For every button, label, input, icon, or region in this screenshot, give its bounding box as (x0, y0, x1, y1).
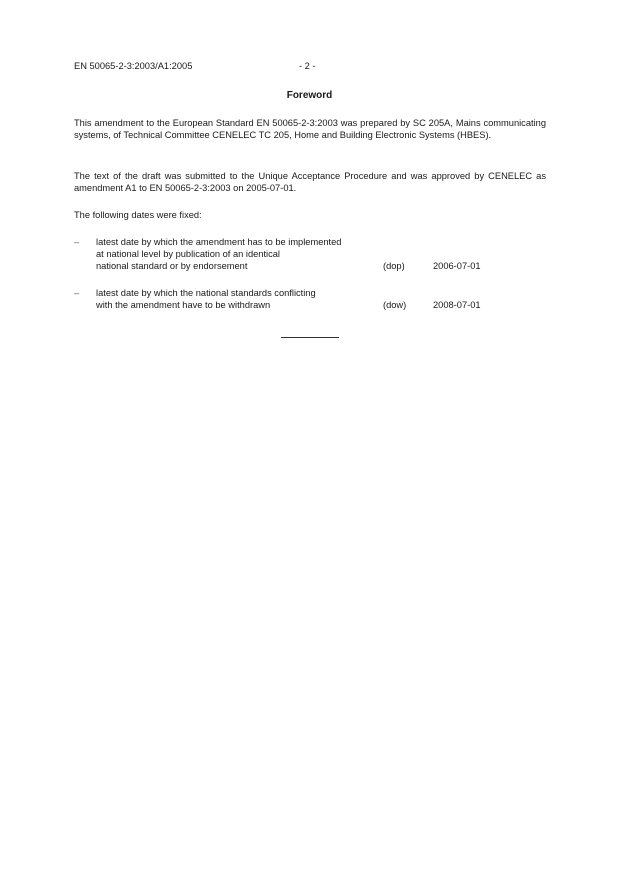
date-item-dow (74, 288, 546, 312)
date-item-description (96, 288, 386, 312)
dash-bullet-icon: – (74, 237, 80, 247)
description-line: with the amendment have to be withdrawn (96, 299, 271, 310)
paragraph-preparation: This amendment to the European Standard EN 50065-2-3:2003 was prepared by SC 205A, Mains communicating systems, of Technical Committee CENELEC TC 205, Home and Building Electronic Systems (HBES). (74, 118, 546, 140)
end-rule-divider (281, 337, 339, 338)
date-item-dop (74, 237, 546, 273)
date-value: 2006-07-01 (433, 260, 481, 271)
description-line: latest date by which the amendment has to be implemented (96, 237, 342, 247)
description-line: at national level by publication of an identical (96, 248, 280, 259)
document-id: EN 50065-2-3:2003/A1:2005 (74, 61, 193, 71)
paragraph-approval: The text of the draft was submitted to the Unique Acceptance Procedure and was approved by CENELEC as amendment A1 to EN 50065-2-3:2003 on 2005-07-01. (74, 171, 546, 193)
date-code: (dop) (383, 260, 405, 271)
date-value: 2008-07-01 (433, 299, 481, 310)
section-title: Foreword (286, 90, 333, 101)
page-number: - 2 - (299, 61, 316, 71)
description-line: national standard or by endorsement (96, 260, 248, 271)
dash-bullet-icon: – (74, 288, 80, 298)
paragraph-dates-intro: The following dates were fixed: (74, 210, 202, 220)
description-line: latest date by which the national standards conflicting (96, 288, 316, 298)
date-item-description (96, 237, 386, 272)
date-code: (dow) (383, 299, 407, 310)
